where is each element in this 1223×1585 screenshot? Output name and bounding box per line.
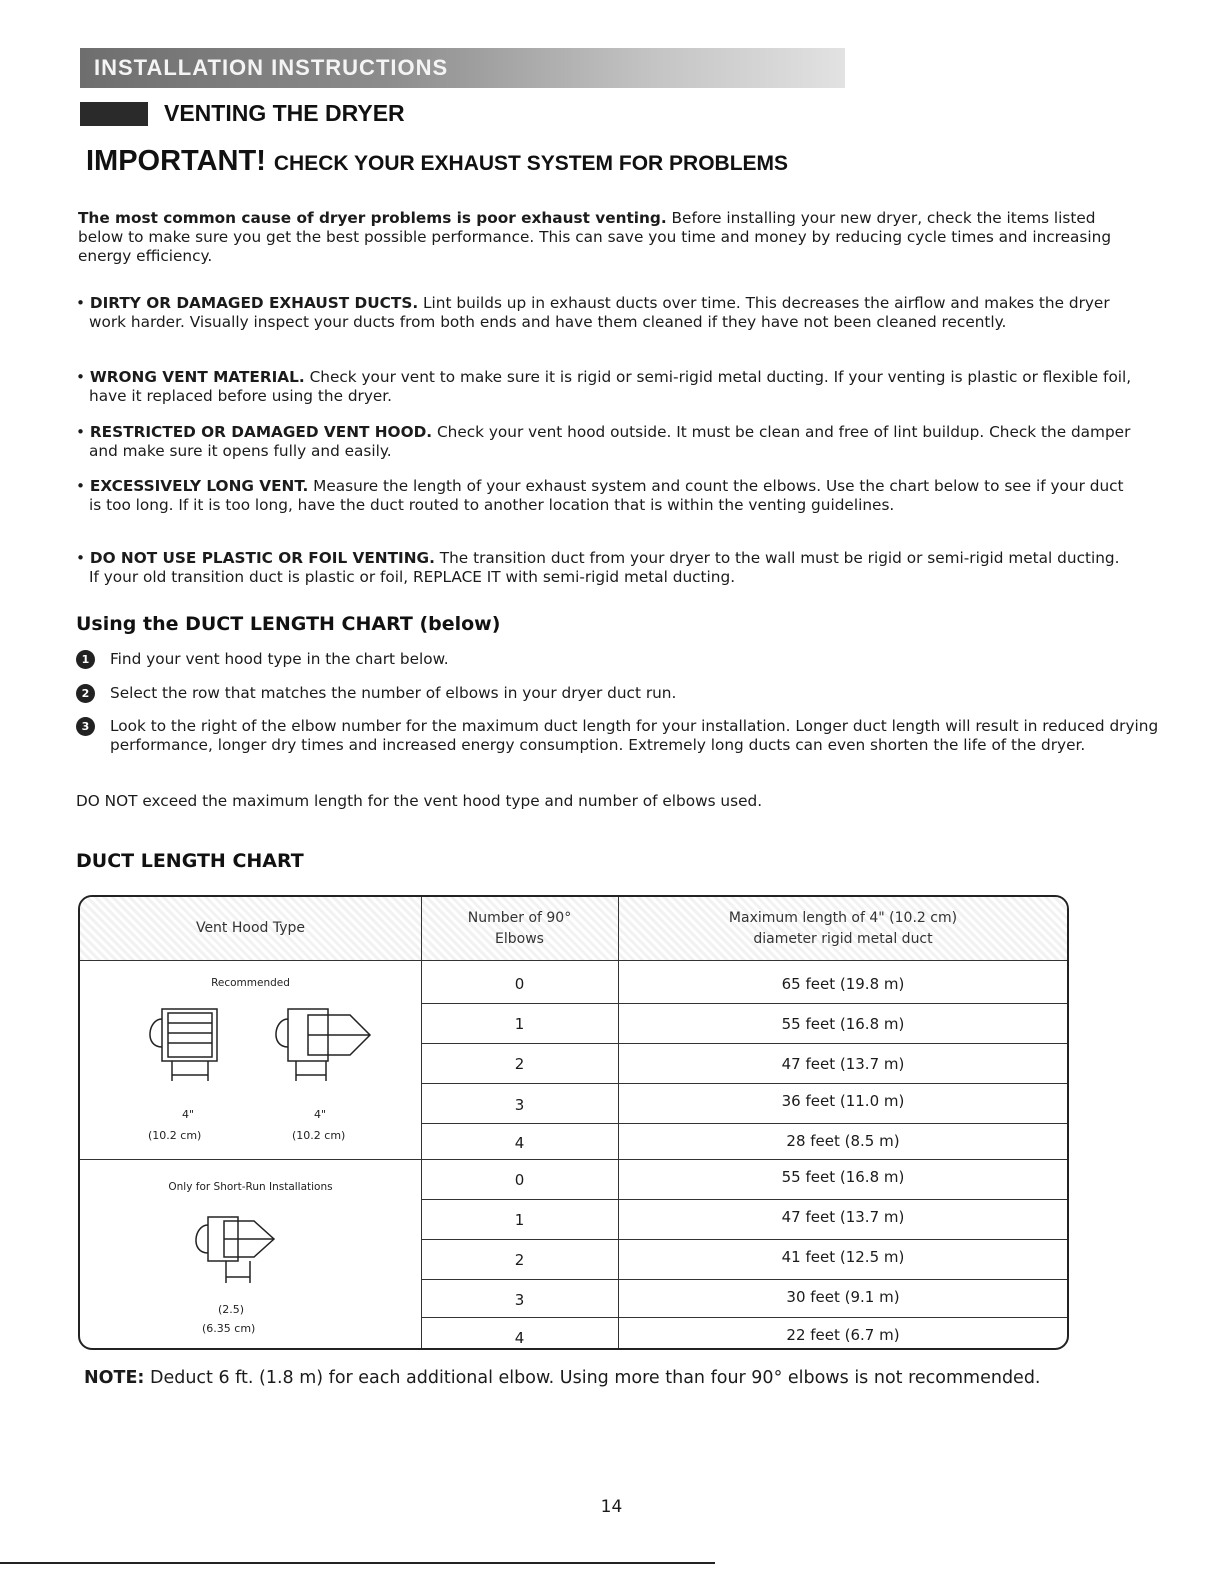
elbow-count: 3 — [514, 1290, 525, 1309]
header-vent-hood-type — [80, 897, 421, 960]
intro-text: Before installing your new dryer, check the items listed below to make sure you get the best possible performance. This can save you time and money by reducing cycle times and increasing energy efficiency. — [78, 209, 1112, 265]
max-length: 47 feet (13.7 m) — [781, 1054, 905, 1073]
bullet-item: • WRONG VENT MATERIAL. Check your vent to make sure it is rigid or semi-rigid metal ducting. If your venting is plastic or flexible foil, have it replaced before using the dryer. — [76, 368, 1132, 405]
heading-block-marker — [80, 102, 148, 126]
section-title: VENTING THE DRYER — [164, 100, 405, 126]
dimension-label: (2.5) — [218, 1303, 245, 1316]
header-text: Vent Hood Type — [195, 920, 306, 936]
dimension-label: (10.2 cm) — [148, 1129, 202, 1142]
important-label: IMPORTANT! — [86, 145, 266, 177]
using-chart-heading: Using the DUCT LENGTH CHART (below) — [76, 613, 501, 635]
max-length: 28 feet (8.5 m) — [786, 1131, 900, 1150]
elbow-count: 0 — [514, 974, 525, 993]
elbow-count: 1 — [514, 1014, 525, 1033]
important-heading — [86, 145, 788, 178]
elbow-count: 0 — [514, 1170, 525, 1189]
max-length: 65 feet (19.8 m) — [781, 974, 905, 993]
max-length: 55 feet (16.8 m) — [781, 1167, 905, 1186]
do-not-exceed-text: DO NOT exceed the maximum length for the vent hood type and number of elbows used. — [76, 792, 763, 810]
chart-heading: DUCT LENGTH CHART — [76, 850, 304, 872]
bullet-text: Check your vent hood outside. It must be clean and free of lint buildup. Check the damper and make sure it opens fully and easily. — [89, 423, 1131, 460]
header-text: Maximum length of 4" (10.2 cm) diameter rigid metal duct — [728, 909, 958, 947]
elbow-count: 3 — [514, 1095, 525, 1114]
step-item — [76, 717, 1160, 755]
dimension-label: 4" — [314, 1108, 327, 1121]
step-text: Select the row that matches the number of elbows in your dryer duct run. — [110, 684, 677, 702]
vent-hood-icon-short-run — [180, 1213, 320, 1303]
step-text: Look to the right of the elbow number for the maximum duct length for your installation. Longer duct length will result in reduced drying performance, longer dry times and increased energy consumption. Extremely long ducts can even shorten the life of the dryer. — [110, 717, 1159, 754]
note-label: NOTE: — [84, 1368, 145, 1388]
duct-length-table — [78, 895, 1069, 1350]
bullet-text: Lint builds up in exhaust ducts over time. This decreases the airflow and makes the dryer work harder. Visually inspect your ducts from both ends and have them cleaned if they have not been cleaned recently. — [89, 294, 1110, 331]
bullet-text: Measure the length of your exhaust system and count the elbows. Use the chart below to see if your duct is too long. If it is too long, have the duct routed to another location that is within the venting guidelines. — [89, 477, 1124, 514]
bullet-bold: WRONG VENT MATERIAL. — [89, 368, 305, 386]
elbow-count: 4 — [514, 1133, 525, 1152]
vent-hood-icon-recommended — [120, 1005, 390, 1105]
bullet-item: • DO NOT USE PLASTIC OR FOIL VENTING. The transition duct from your dryer to the wall must be rigid or semi-rigid metal ducting. If your old transition duct is plastic or foil, REPLACE IT with semi-rigid metal ducting. — [76, 549, 1120, 586]
elbow-count: 4 — [514, 1328, 525, 1347]
step-number-icon: 1 — [76, 650, 95, 669]
note-text — [84, 1368, 1041, 1388]
step-number-icon: 3 — [76, 717, 95, 736]
page-number: 14 — [600, 1497, 623, 1517]
max-length: 55 feet (16.8 m) — [781, 1014, 905, 1033]
elbow-count: 1 — [514, 1210, 525, 1229]
bullet-text: The transition duct from your dryer to the wall must be rigid or semi-rigid metal ducting. If your old transition duct is plastic or foil, REPLACE IT with semi-rigid metal ducting. — [89, 549, 1120, 586]
elbow-count: 2 — [514, 1054, 525, 1073]
dimension-label: (10.2 cm) — [292, 1129, 346, 1142]
bullet-bold: RESTRICTED OR DAMAGED VENT HOOD. — [89, 423, 433, 441]
bullet-bold: DO NOT USE PLASTIC OR FOIL VENTING. — [89, 549, 435, 567]
footer-rule — [0, 1562, 715, 1564]
step-item — [76, 650, 1160, 669]
bullet-bold: DIRTY OR DAMAGED EXHAUST DUCTS. — [89, 294, 419, 312]
header-max-length — [619, 897, 1067, 960]
group-label-recommended: Recommended — [211, 977, 290, 989]
bullet-item: • RESTRICTED OR DAMAGED VENT HOOD. Check your vent hood outside. It must be clean and free of lint buildup. Check the damper and make sure it opens fully and easily. — [76, 423, 1131, 460]
max-length: 30 feet (9.1 m) — [786, 1287, 900, 1306]
dimension-label: 4" — [182, 1108, 195, 1121]
header-text: Number of 90° Elbows — [467, 909, 572, 947]
section-banner — [80, 48, 845, 88]
important-subtitle: CHECK YOUR EXHAUST SYSTEM FOR PROBLEMS — [273, 152, 789, 175]
banner-text: INSTALLATION INSTRUCTIONS — [94, 55, 449, 80]
max-length: 36 feet (11.0 m) — [781, 1091, 905, 1110]
step-item — [76, 684, 1160, 703]
bullet-bold: EXCESSIVELY LONG VENT. — [89, 477, 309, 495]
max-length: 22 feet (6.7 m) — [786, 1325, 900, 1344]
bullet-item: • DIRTY OR DAMAGED EXHAUST DUCTS. Lint builds up in exhaust ducts over time. This decreases the airflow and makes the dryer work harder. Visually inspect your ducts from both ends and have them cleaned if they have not been cleaned recently. — [76, 294, 1110, 331]
intro-paragraph — [78, 209, 1118, 266]
max-length: 47 feet (13.7 m) — [781, 1207, 905, 1226]
bullet-text: Check your vent to make sure it is rigid or semi-rigid metal ducting. If your venting is plastic or flexible foil, have it replaced before using the dryer. — [89, 368, 1132, 405]
header-elbows — [421, 897, 618, 960]
group-label-short-run: Only for Short-Run Installations — [168, 1181, 333, 1193]
step-text: Find your vent hood type in the chart below. — [110, 650, 449, 668]
elbow-count: 2 — [514, 1250, 525, 1269]
step-number-icon: 2 — [76, 684, 95, 703]
note-body: Deduct 6 ft. (1.8 m) for each additional elbow. Using more than four 90° elbows is not recommended. — [144, 1368, 1041, 1388]
bullet-item: • EXCESSIVELY LONG VENT. Measure the length of your exhaust system and count the elbows. Use the chart below to see if your duct is too long. If it is too long, have the duct routed to another location that is within the venting guidelines. — [76, 477, 1124, 514]
dimension-label: (6.35 cm) — [202, 1322, 256, 1335]
max-length: 41 feet (12.5 m) — [781, 1247, 905, 1266]
intro-bold: The most common cause of dryer problems is poor exhaust venting. — [78, 209, 667, 227]
